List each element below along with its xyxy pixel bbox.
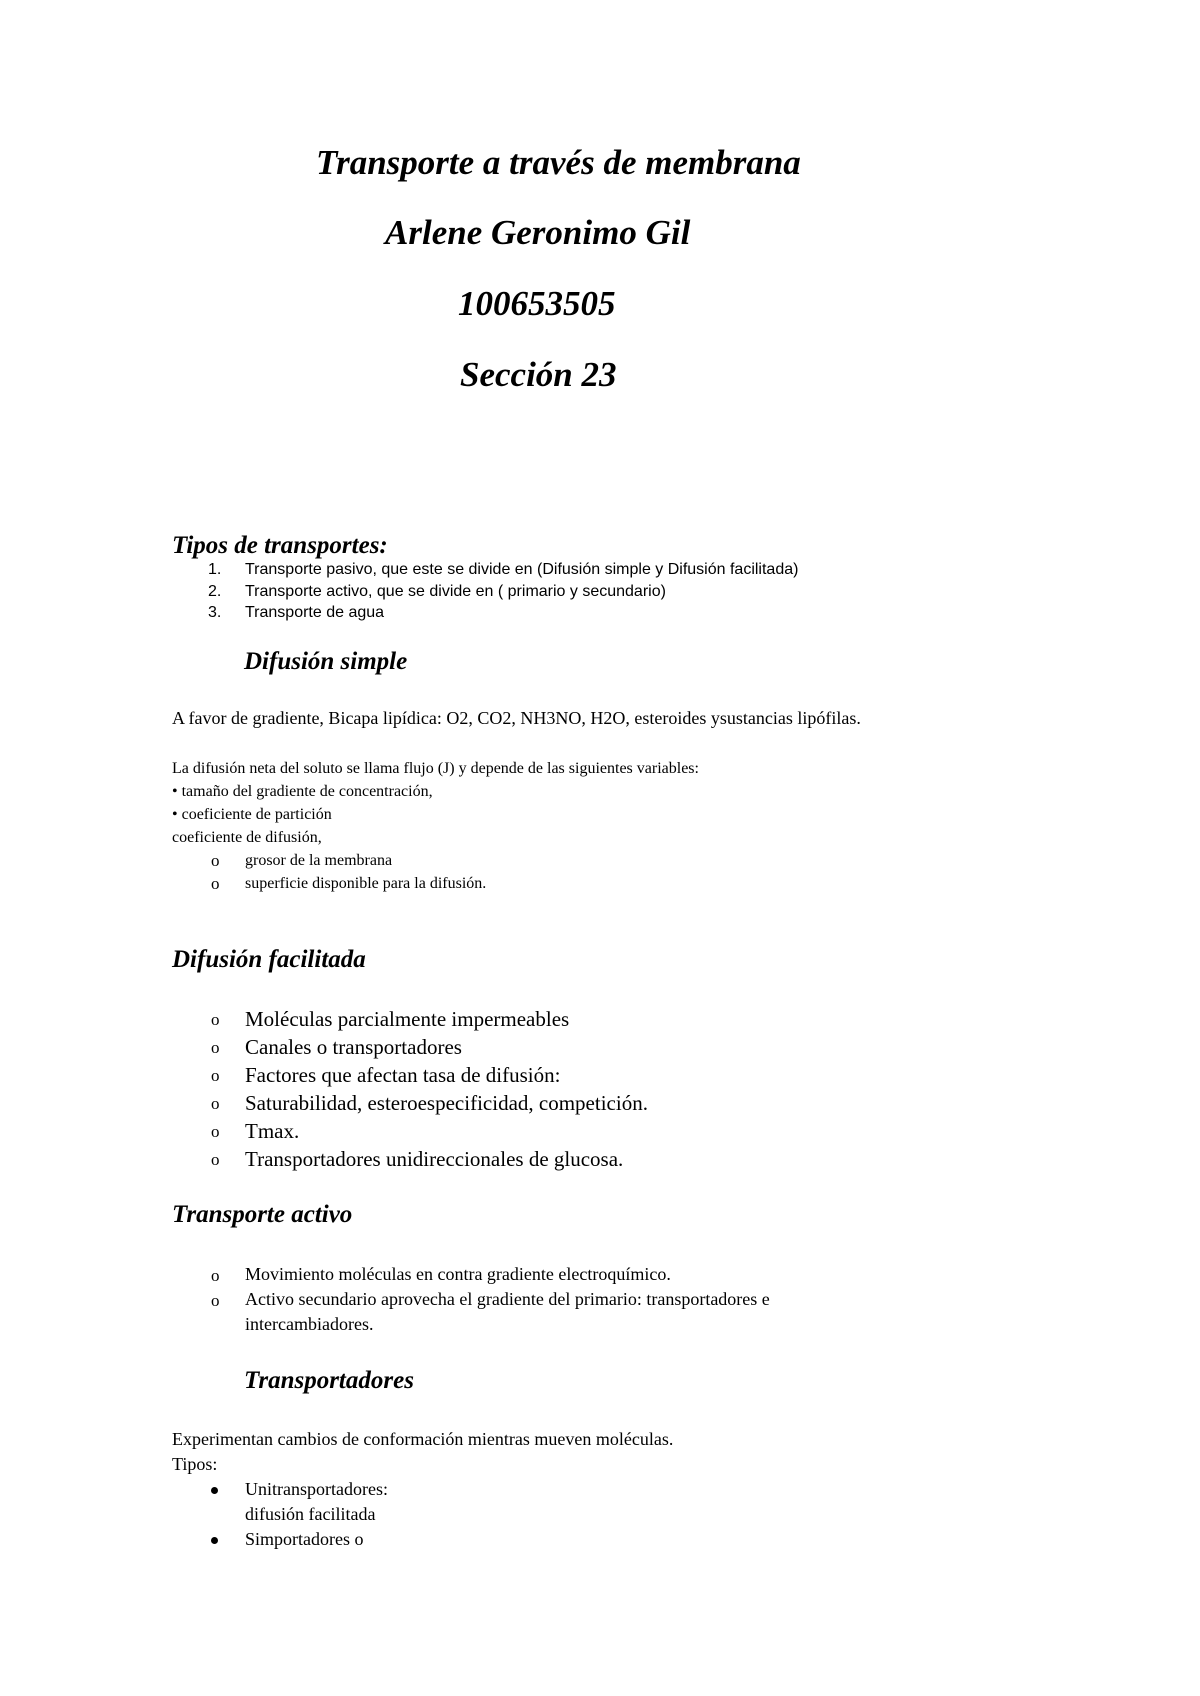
variable-line: coeficiente de difusión, xyxy=(172,829,322,846)
section-label: Sección 23 xyxy=(460,355,617,394)
list-item-text: Canales o transportadores xyxy=(245,1035,462,1059)
author-name: Arlene Geronimo Gil xyxy=(385,213,691,252)
list-item-text: Activo secundario aprovecha el gradiente del primario: transportadores e xyxy=(245,1289,770,1309)
tipos-label: Tipos: xyxy=(172,1454,218,1474)
list-item-text: Movimiento moléculas en contra gradiente electroquímico. xyxy=(245,1264,671,1284)
list-marker: o xyxy=(211,1122,220,1141)
flux-intro: La difusión neta del soluto se llama flujo (J) y depende de las siguientes variables: xyxy=(172,760,699,777)
variable-line: • coeficiente de partición xyxy=(172,806,332,823)
list-item-text: Transporte de agua xyxy=(245,604,385,621)
list-marker: 3. xyxy=(208,604,222,621)
list-marker: o xyxy=(211,1066,220,1085)
variable-line: • tamaño del gradiente de concentración, xyxy=(172,783,433,800)
list-item-text: Factores que afectan tasa de difusión: xyxy=(245,1063,561,1087)
difusion-simple-paragraph: A favor de gradiente, Bicapa lipídica: O2, CO2, NH3NO, H2O, esteroides ysustancias lipófilas. xyxy=(172,708,861,728)
list-marker: o xyxy=(211,1010,220,1029)
list-item-text: Saturabilidad, esteroespecificidad, competición. xyxy=(245,1091,648,1115)
list-item-text: Moléculas parcialmente impermeables xyxy=(245,1007,570,1031)
list-marker: o xyxy=(211,874,220,893)
list-item-text: Unitransportadores: xyxy=(245,1479,388,1499)
bullet-icon xyxy=(211,1487,218,1494)
list-item-text: superficie disponible para la difusión. xyxy=(245,875,487,892)
list-item-text: Tmax. xyxy=(245,1119,300,1143)
transportadores-heading: Transportadores xyxy=(244,1367,414,1394)
tipos-heading: Tipos de transportes: xyxy=(172,532,388,559)
list-marker: 2. xyxy=(208,583,222,600)
list-item-text: Transporte activo, que se divide en ( primario y secundario) xyxy=(245,583,666,600)
list-marker: o xyxy=(211,1094,220,1113)
list-marker: 1. xyxy=(208,561,222,578)
list-item-text: Simportadores o xyxy=(245,1529,364,1549)
bullet-icon xyxy=(211,1537,218,1544)
list-marker: o xyxy=(211,1150,220,1169)
list-item-text-continuation: intercambiadores. xyxy=(245,1314,374,1334)
transporte-activo-heading: Transporte activo xyxy=(172,1201,353,1228)
difusion-facilitada-heading: Difusión facilitada xyxy=(172,946,366,973)
student-id: 100653505 xyxy=(458,284,616,323)
document-title: Transporte a través de membrana xyxy=(316,143,801,182)
list-item-text: grosor de la membrana xyxy=(245,852,393,869)
list-marker: o xyxy=(211,1038,220,1057)
list-marker: o xyxy=(211,1291,220,1310)
list-item-text: Transporte pasivo, que este se divide en (Difusión simple y Difusión facilitada) xyxy=(245,561,799,578)
difusion-simple-heading: Difusión simple xyxy=(244,648,408,675)
list-item-text: Transportadores unidireccionales de glucosa. xyxy=(245,1147,624,1171)
list-item-text-continuation: difusión facilitada xyxy=(245,1504,376,1524)
transportadores-paragraph: Experimentan cambios de conformación mientras mueven moléculas. xyxy=(172,1429,674,1449)
list-marker: o xyxy=(211,851,220,870)
list-marker: o xyxy=(211,1266,220,1285)
